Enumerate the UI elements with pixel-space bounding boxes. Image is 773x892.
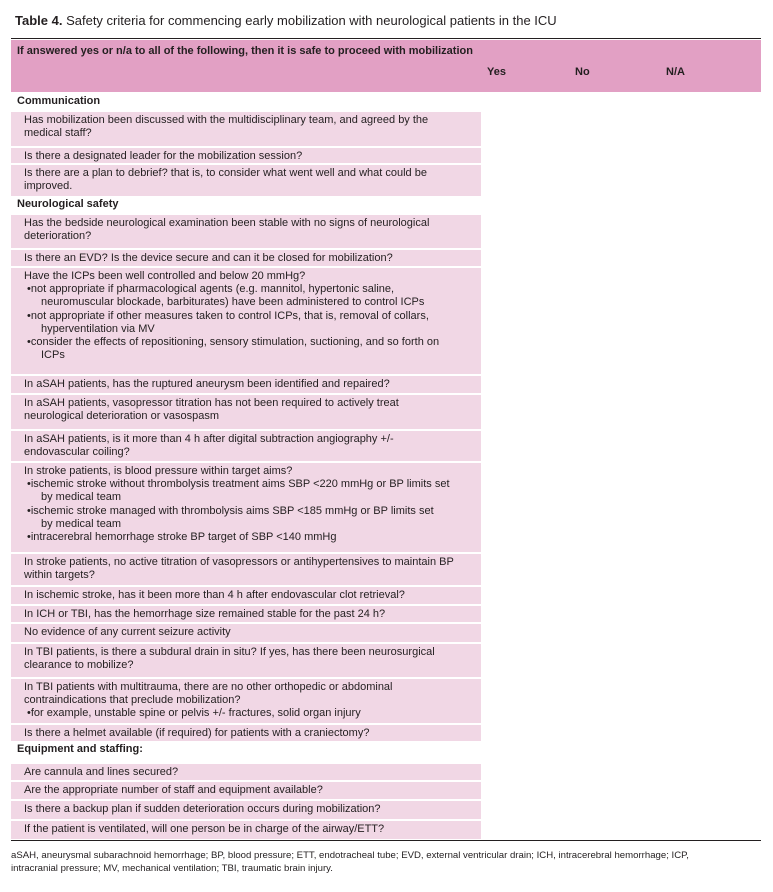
criterion-text: No evidence of any current seizure activity (24, 626, 231, 638)
column-header-no: No (575, 66, 590, 78)
footnote-line: aSAH, aneurysmal subarachnoid hemorrhage; BP, blood pressure; ETT, endotracheal tube; EVD, external ventricular drain; ICH, intracerebral hemorrhage; ICP, (11, 850, 689, 861)
criterion-row (11, 678, 481, 723)
criterion-text: In aSAH patients, has the ruptured aneurysm been identified and repaired? (24, 378, 390, 390)
criterion-text: Is there a backup plan if sudden deterioration occurs during mobilization? (24, 803, 381, 815)
criterion-bullet: by medical team (41, 491, 122, 504)
criterion-row (11, 586, 481, 604)
criterion-text: deterioration? (24, 230, 92, 243)
criterion-row (11, 643, 481, 677)
section-title: Neurological safety (11, 197, 481, 213)
criterion-bullet: •not appropriate if pharmacological agents (e.g. mannitol, hypertonic saline, (27, 283, 395, 296)
criterion-text: Are the appropriate number of staff and equipment available? (24, 784, 323, 796)
criterion-row (11, 267, 481, 374)
criterion-text: In stroke patients, is blood pressure within target aims? (24, 465, 293, 477)
column-header-yes: Yes (487, 66, 506, 78)
criterion-row (11, 462, 481, 552)
criterion-text: In ischemic stroke, has it been more than 4 h after endovascular clot retrieval? (24, 589, 405, 601)
criterion-text: Have the ICPs been well controlled and below 20 mmHg? (24, 270, 306, 282)
criterion-text: endovascular coiling? (24, 446, 130, 459)
criterion-text: improved. (24, 180, 73, 193)
criterion-row (11, 763, 481, 780)
criterion-bullet: hyperventilation via MV (41, 322, 155, 335)
criterion-bullet: neuromuscular blockade, barbiturates) have been administered to control ICPs (41, 296, 425, 309)
criterion-row (11, 147, 481, 163)
criterion-row (11, 781, 481, 799)
criterion-row (11, 724, 481, 741)
criterion-text: In stroke patients, no active titration of vasopressors or antihypertensives to maintain BP (24, 556, 454, 568)
footnote-line: intracranial pressure; MV, mechanical ventilation; TBI, traumatic brain injury. (11, 863, 333, 874)
criterion-row (11, 553, 481, 585)
table-title (15, 13, 557, 28)
criterion-bullet: ICPs (41, 349, 65, 362)
criterion-row (11, 375, 481, 393)
criterion-text: If the patient is ventilated, will one person be in charge of the airway/ETT? (24, 823, 385, 835)
criterion-text: In TBI patients with multitrauma, there are no other orthopedic or abdominal (24, 681, 393, 693)
criterion-text: medical staff? (24, 127, 92, 140)
criterion-text: contraindications that preclude mobilization? (24, 694, 241, 707)
criterion-text: Is there a designated leader for the mobilization session? (24, 150, 303, 162)
section-title: Communication (11, 94, 481, 110)
criterion-row (11, 800, 481, 819)
criterion-row (11, 249, 481, 266)
criterion-text: Is there an EVD? Is the device secure and can it be closed for mobilization? (24, 252, 393, 264)
criterion-bullet: •consider the effects of repositioning, sensory stimulation, suctioning, and so forth on (27, 336, 440, 349)
criterion-bullet: •for example, unstable spine or pelvis +/- fractures, solid organ injury (27, 707, 361, 720)
criterion-text: Has the bedside neurological examination been stable with no signs of neurological (24, 217, 430, 229)
section-title: Equipment and staffing: (11, 742, 481, 758)
table-label: Table 4. (15, 13, 63, 28)
table-header (11, 40, 761, 92)
criterion-row (11, 214, 481, 248)
criterion-row (11, 605, 481, 622)
criterion-text: In TBI patients, is there a subdural drain in situ? If yes, has there been neurosurgical (24, 646, 435, 658)
criterion-text: In ICH or TBI, has the hemorrhage size remained stable for the past 24 h? (24, 608, 386, 620)
criterion-text: In aSAH patients, is it more than 4 h after digital subtraction angiography +/- (24, 433, 394, 445)
criterion-bullet: •ischemic stroke without thrombolysis treatment aims SBP <220 mmHg or BP limits set (27, 478, 450, 491)
criterion-text: clearance to mobilize? (24, 659, 134, 672)
criterion-bullet: •not appropriate if other measures taken to control ICPs, that is, removal of collars, (27, 309, 429, 322)
criterion-row (11, 820, 481, 839)
criterion-row (11, 623, 481, 642)
criterion-text: Has mobilization been discussed with the multidisciplinary team, and agreed by the (24, 114, 429, 126)
criterion-text: In aSAH patients, vasopressor titration has not been required to actively treat (24, 397, 399, 409)
criterion-row (11, 164, 481, 196)
criterion-bullet: by medical team (41, 517, 122, 530)
criterion-row (11, 111, 481, 146)
criterion-bullet: •ischemic stroke managed with thrombolysis aims SBP <185 mmHg or BP limits set (27, 504, 434, 517)
bottom-rule (11, 840, 761, 841)
criterion-text: neurological deterioration or vasospasm (24, 410, 220, 423)
criterion-row (11, 430, 481, 461)
criterion-text: Is there a helmet available (if required) for patients with a craniectomy? (24, 727, 370, 739)
criterion-bullet: •intracerebral hemorrhage stroke BP target of SBP <140 mmHg (27, 531, 337, 544)
criterion-row (11, 394, 481, 429)
column-header-na: N/A (666, 66, 685, 78)
criterion-text: Is there are a plan to debrief? that is, to consider what went well and what could be (24, 167, 427, 179)
table-caption: Safety criteria for commencing early mobilization with neurological patients in the ICU (66, 13, 557, 28)
header-instruction: If answered yes or n/a to all of the following, then it is safe to proceed with mobilization (17, 45, 473, 57)
top-rule (11, 38, 761, 39)
criterion-text: Are cannula and lines secured? (24, 766, 179, 778)
table-footnote (11, 849, 763, 875)
criterion-text: within targets? (24, 569, 95, 582)
